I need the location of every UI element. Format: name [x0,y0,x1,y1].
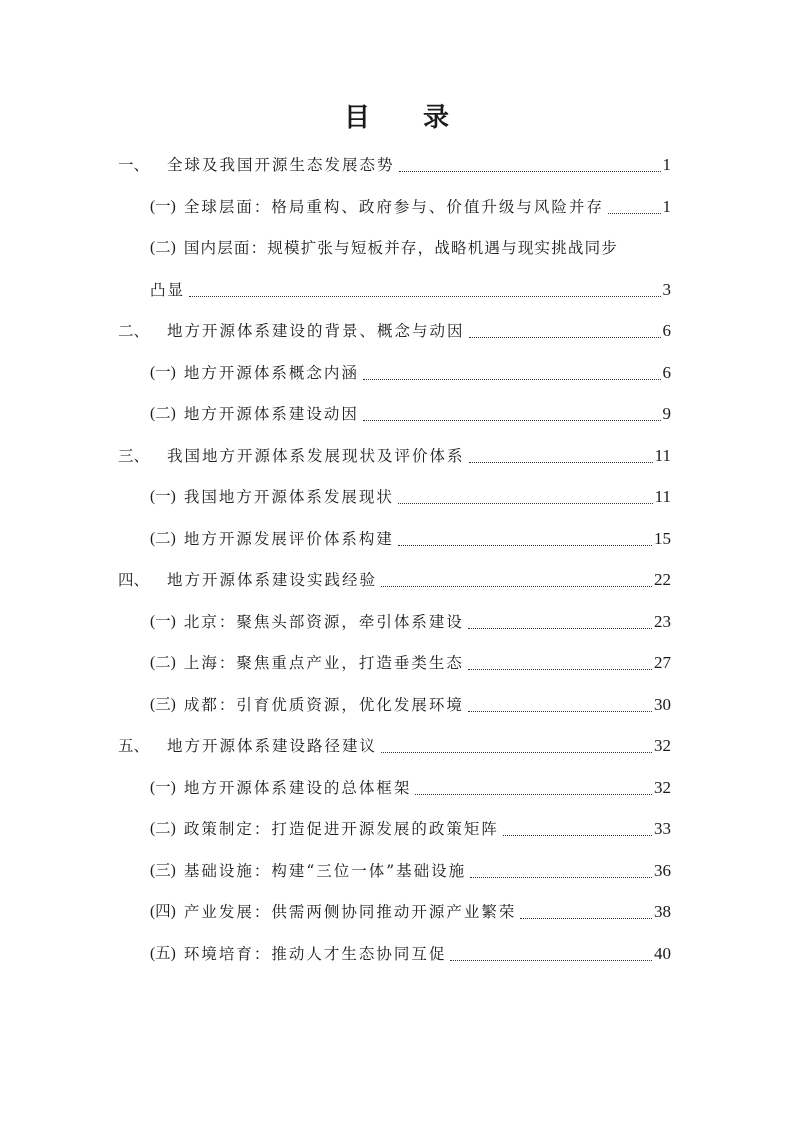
toc-entry-number: (三) [150,862,176,879]
toc-entry-text: 地方开源发展评价体系构建 [183,530,394,548]
dot-leader [398,544,652,546]
toc-entry-number: 一、 [118,156,150,174]
toc-entry-number: (五) [150,945,176,962]
toc-entry-text: 全球及我国开源生态发展态势 [167,156,395,174]
toc-entry-text: 基础设施：构建“三位一体”基础设施 [183,862,467,880]
toc-entry-1-1[interactable] [150,187,671,217]
toc-entry-3-1[interactable] [150,477,671,507]
toc-entry-page: 30 [654,695,671,714]
dot-leader [469,336,661,338]
toc-entry-3[interactable] [118,436,671,466]
dot-leader [503,834,652,836]
toc-entry-number: (一) [150,779,176,796]
toc-entry-5[interactable] [118,726,671,756]
toc-entry-text: 环境培育：推动人才生态协同互促 [183,945,447,963]
toc-entry-page: 1 [662,155,671,174]
toc-entry-number: (二) [150,820,176,837]
toc-entry-1-2-continued[interactable] [150,270,671,300]
dot-leader [381,585,652,587]
dot-leader [415,793,652,795]
toc-entry-page: 32 [654,736,671,755]
dot-leader [398,502,653,504]
toc-entry-page: 6 [662,321,671,340]
toc-entry-page: 38 [654,902,671,921]
toc-entry-page: 1 [662,197,671,216]
toc-entry-number: (一) [150,364,176,381]
toc-entry-text: 政策制定：打造促进开源发展的政策矩阵 [183,820,499,838]
toc-entry-4-2[interactable] [150,643,671,673]
toc-entry-5-4[interactable] [150,892,671,922]
toc-entry-2[interactable] [118,311,671,341]
toc-entry-number: (三) [150,696,176,713]
toc-entry-5-2[interactable] [150,809,671,839]
toc-entry-2-2[interactable] [150,394,671,424]
toc-entry-page: 40 [654,944,671,963]
toc-entry-text: 地方开源体系建设的背景、概念与动因 [167,322,465,340]
toc-entry-text: 地方开源体系建设的总体框架 [183,779,412,797]
toc-entry-page: 32 [654,778,671,797]
toc-entry-number: 四、 [118,571,150,589]
toc-entry-number: (一) [150,198,176,215]
toc-entry-4[interactable] [118,560,671,590]
toc-entry-text: 上海：聚焦重点产业，打造垂类生态 [183,654,464,672]
toc-entry-text: 全球层面：格局重构、政府参与、价值升级与风险并存 [183,198,604,216]
toc-entry-5-5[interactable] [150,934,671,964]
toc-entry-page: 33 [654,819,671,838]
dot-leader [399,170,661,172]
toc-entry-page: 23 [654,612,671,631]
toc-entry-page: 11 [654,487,671,506]
toc-entry-text: 我国地方开源体系发展现状及评价体系 [167,447,465,465]
toc-entry-text: 地方开源体系建设路径建议 [167,737,378,755]
toc-entry-number: (二) [150,405,176,422]
toc-entry-text: 地方开源体系建设动因 [183,405,359,423]
toc-entry-number: 二、 [118,322,150,340]
toc-entry-text: 国内层面：规模扩张与短板并存，战略机遇与现实挑战同步 [183,239,619,257]
toc-entry-page: 3 [662,280,671,299]
dot-leader [468,710,652,712]
toc-entry-page: 36 [654,861,671,880]
dot-leader [468,668,652,670]
toc-entry-text: 地方开源体系概念内涵 [183,364,359,382]
dot-leader [469,461,653,463]
toc-entry-page: 15 [654,529,671,548]
toc-entry-text: 我国地方开源体系发展现状 [183,488,394,506]
dot-leader [381,751,652,753]
toc-entry-page: 9 [662,404,671,423]
toc-entry-number: (二) [150,239,176,256]
dot-leader [450,959,652,961]
toc-entry-number: 三、 [118,447,150,465]
dot-leader [363,378,661,380]
toc-entry-text: 成都：引育优质资源，优化发展环境 [183,696,464,714]
toc-entry-page: 11 [654,446,671,465]
toc-entry-number: (一) [150,613,176,630]
toc-entry-5-1[interactable] [150,768,671,798]
toc-entry-number: (四) [150,903,176,920]
toc-entry-1[interactable] [118,145,671,175]
toc-entry-2-1[interactable] [150,353,671,383]
toc-entry-text: 产业发展：供需两侧协同推动开源产业繁荣 [183,903,517,921]
toc-entry-text: 地方开源体系建设实践经验 [167,571,378,589]
toc-entry-4-3[interactable] [150,685,671,715]
toc-entry-number: (二) [150,654,176,671]
dot-leader [470,876,652,878]
dot-leader [189,295,660,297]
toc-entry-text: 北京：聚焦头部资源，牵引体系建设 [183,613,464,631]
toc-entry-page: 22 [654,570,671,589]
toc-entry-3-2[interactable] [150,519,671,549]
dot-leader [520,917,652,919]
toc-entry-page: 27 [654,653,671,672]
toc-entry-number: (二) [150,530,176,547]
dot-leader [468,627,652,629]
toc-entry-5-3[interactable] [150,851,671,881]
dot-leader [363,419,661,421]
toc-entry-number: 五、 [118,737,150,755]
dot-leader [608,212,661,214]
toc-entry-4-1[interactable] [150,602,671,632]
toc-entry-text-continued: 凸显 [150,281,186,299]
toc-entry-number: (一) [150,488,176,505]
toc-entry-1-2[interactable] [150,228,671,258]
toc-entry-page: 6 [662,363,671,382]
toc-title: 目 录 [343,103,472,133]
